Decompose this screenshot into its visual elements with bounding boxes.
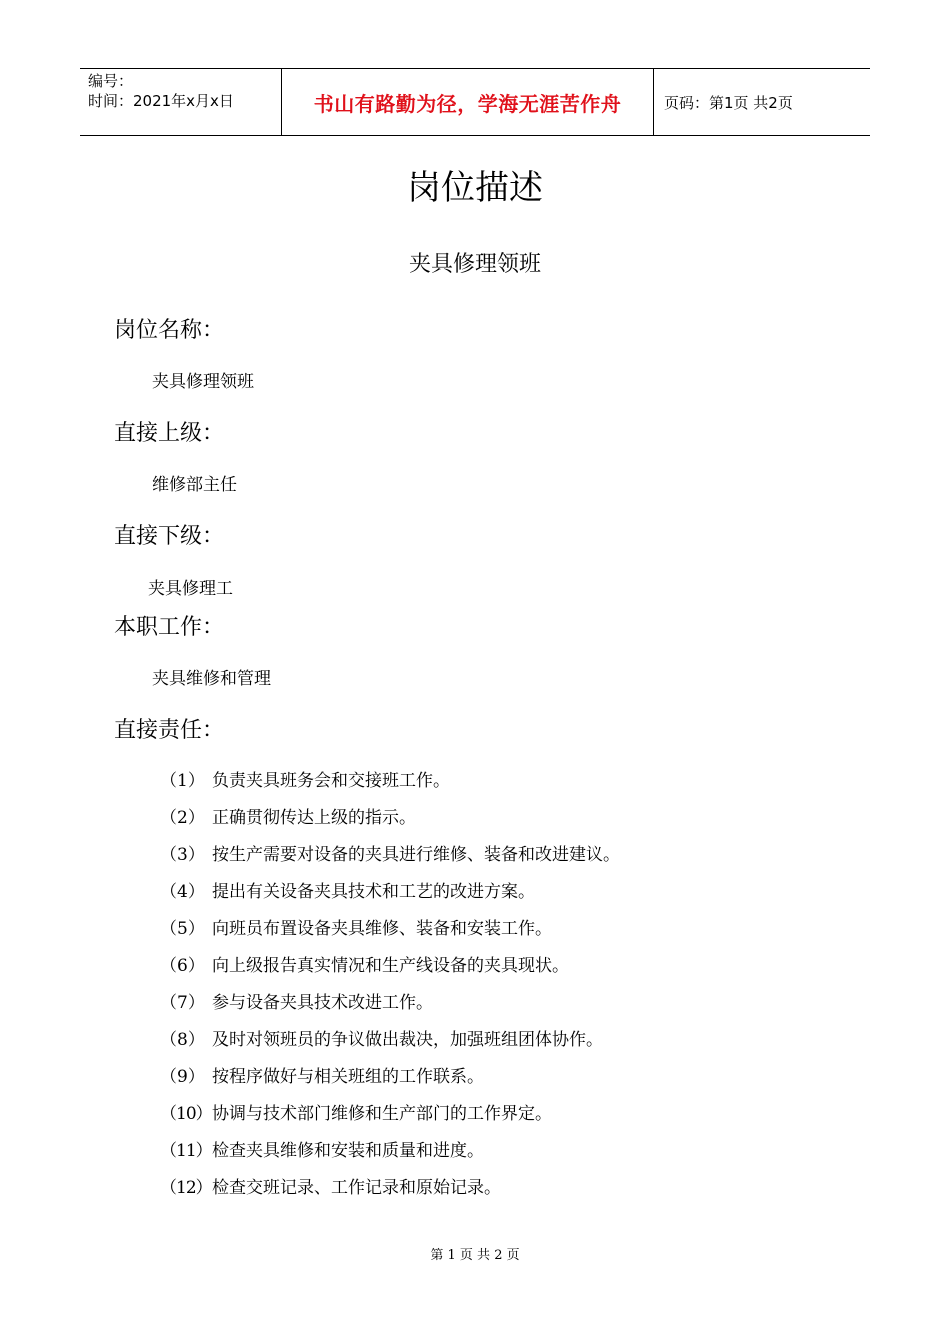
duty-text: 及时对领班员的争议做出裁决，加强班组团体协作。 [212, 1030, 603, 1050]
duty-text: 向班员布置设备夹具维修、装备和安装工作。 [212, 919, 552, 939]
duty-number: （6） [160, 956, 205, 976]
duty-number: （7） [160, 993, 205, 1013]
superior-heading: 直接上级： [114, 421, 225, 446]
duty-number: （1） [160, 771, 205, 791]
list-item [160, 1064, 620, 1101]
motto-cell [282, 69, 654, 135]
duty-text: 按程序做好与相关班组的工作联系。 [212, 1067, 484, 1087]
page-footer: 第 1 页 共 2 页 [430, 1248, 520, 1263]
duty-number: （3） [160, 845, 205, 865]
duties-heading: 直接责任： [114, 718, 225, 743]
duty-number: （10） [160, 1104, 212, 1124]
duty-list [160, 768, 620, 1212]
duty-text: 检查夹具维修和安装和质量和进度。 [212, 1141, 484, 1161]
duty-text: 提出有关设备夹具技术和工艺的改进方案。 [212, 882, 535, 902]
list-item [160, 953, 620, 990]
header-info-cell [80, 69, 282, 135]
duty-text: 协调与技术部门维修和生产部门的工作界定。 [212, 1104, 552, 1124]
document-subtitle: 夹具修理领班 [408, 252, 541, 277]
list-item [160, 879, 620, 916]
list-item [160, 1027, 620, 1064]
duty-number: （4） [160, 882, 205, 902]
duty-text: 向上级报告真实情况和生产线设备的夹具现状。 [212, 956, 569, 976]
list-item [160, 1175, 620, 1212]
position-name-value: 夹具修理领班 [152, 372, 254, 392]
job-value: 夹具维修和管理 [152, 669, 271, 689]
duty-number: （5） [160, 919, 205, 939]
page-label: 页码：第1页 共2页 [664, 93, 793, 112]
document-title: 岗位描述 [407, 168, 543, 208]
duty-text: 参与设备夹具技术改进工作。 [212, 993, 433, 1013]
job-heading: 本职工作： [114, 615, 225, 640]
list-item [160, 842, 620, 879]
list-item [160, 1138, 620, 1175]
motto-text: 书山有路勤为径，学海无涯苦作舟 [313, 91, 622, 116]
duty-number: （8） [160, 1030, 205, 1050]
duty-number: （12） [160, 1178, 212, 1198]
header-table [80, 68, 870, 136]
number-label: 编号： [88, 72, 134, 90]
list-item [160, 805, 620, 842]
duty-number: （9） [160, 1067, 205, 1087]
duty-text: 正确贯彻传达上级的指示。 [212, 808, 416, 828]
subordinate-value: 夹具修理工 [148, 579, 233, 599]
superior-value: 维修部主任 [152, 475, 237, 495]
duty-text: 负责夹具班务会和交接班工作。 [212, 771, 450, 791]
duty-text: 按生产需要对设备的夹具进行维修、装备和改进建议。 [212, 845, 620, 865]
duty-number: （11） [160, 1141, 212, 1161]
list-item [160, 768, 620, 805]
duty-number: （2） [160, 808, 205, 828]
list-item [160, 916, 620, 953]
page-info-cell [654, 69, 870, 135]
duty-text: 检查交班记录、工作记录和原始记录。 [212, 1178, 501, 1198]
time-label: 时间：2021年x月x日 [88, 92, 234, 110]
list-item [160, 1101, 620, 1138]
subordinate-heading: 直接下级： [114, 524, 225, 549]
position-name-heading: 岗位名称： [114, 318, 225, 343]
list-item [160, 990, 620, 1027]
